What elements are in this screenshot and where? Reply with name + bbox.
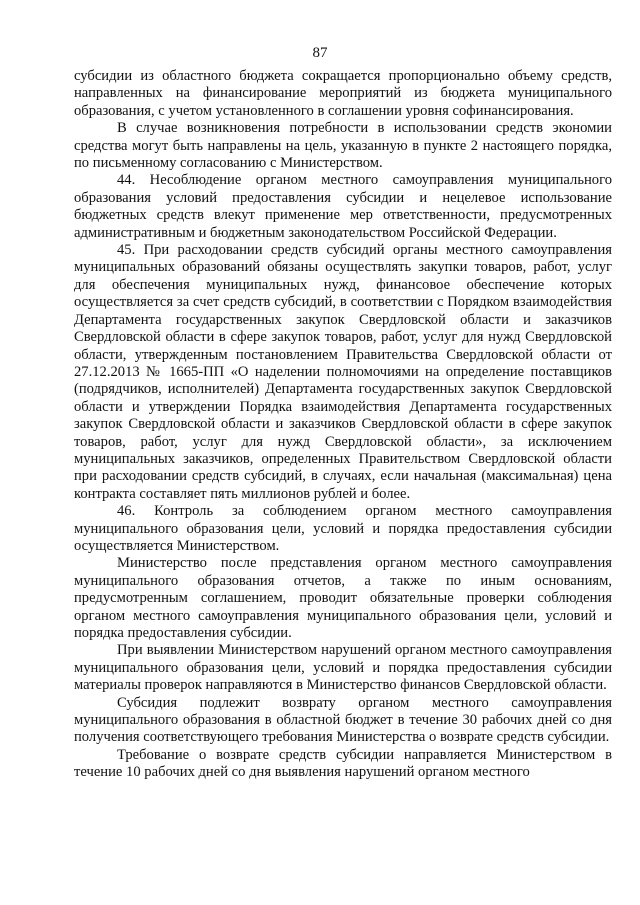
paragraph-46: 46. Контроль за соблюдением органом местного самоуправления муниципального образования цели, условий и порядка предоставления субсидии осуществляется Министерством. [74,503,612,554]
paragraph-return-request: Требование о возврате средств субсидии направляется Министерством в течение 10 рабочих дней со дня выявления нарушений органом местного [74,746,612,781]
document-body [74,68,612,782]
paragraph-45: 45. При расходовании средств субсидий органы местного самоуправления муниципальных образований обязаны осуществлять закупки товаров, работ, услуг для обеспечения муниципальных нужд, финансовое обеспечение которых осуществляется за счет средств субсидий, в соответствии с Порядком взаимодействия Департамента государственных закупок Свердловской области и заказчиков Свердловской области в сфере закупок товаров, работ, услуг для нужд Свердловской области, утвержденным постановлением Правительства Свердловской области от 27.12.2013 № 1665-ПП «О наделении полномочиями на определение поставщиков (подрядчиков, исполнителей) Департамента государственных закупок Свердловской области и утверждении Порядка взаимодействия Департамента государственных закупок Свердловской области и заказчиков Свердловской области в сфере закупок товаров, работ, услуг для нужд Свердловской области», за исключением муниципальных заказчиков, определенных Правительством Свердловской области при расходовании средств субсидий, в случаях, если начальная (максимальная) цена контракта составляет пять миллионов рублей и более. [74,242,612,502]
paragraph-ministry-checks: Министерство после представления органом местного самоуправления муниципального образования отчетов, а также по иным основаниям, предусмотренным соглашением, проводит обязательные проверки соблюдения органом местного самоуправления муниципального образования цели, условий и порядка предоставления субсидии. [74,555,612,641]
page-number: 87 [312,45,328,61]
paragraph-44: 44. Несоблюдение органом местного самоуправления муниципального образования условий предоставления субсидии и нецелевое использование бюджетных средств влекут применение мер ответственности, предусмотренных административным и бюджетным законодательством Российской Федерации. [74,172,612,241]
paragraph-violations: При выявлении Министерством нарушений органом местного самоуправления муниципального образования цели, условий и порядка предоставления субсидии материалы проверок направляются в Министерство финансов Свердловской области. [74,642,612,694]
paragraph-return: Субсидия подлежит возврату органом местного самоуправления муниципального образования в областной бюджет в течение 30 рабочих дней со дня получения соответствующего требования Министерства о возврате средств субсидии. [74,694,612,746]
paragraph-continuation: субсидии из областного бюджета сокращается пропорционально объему средств, направленных на финансирование мероприятий из бюджета муниципального образования, с учетом установленного в соглашении уровня софинансирования. [74,68,612,119]
paragraph-savings: В случае возникновения потребности в использовании средств экономии средства могут быть направлены на цель, указанную в пункте 2 настоящего порядка, по письменному согласованию с Министерством. [74,120,612,172]
